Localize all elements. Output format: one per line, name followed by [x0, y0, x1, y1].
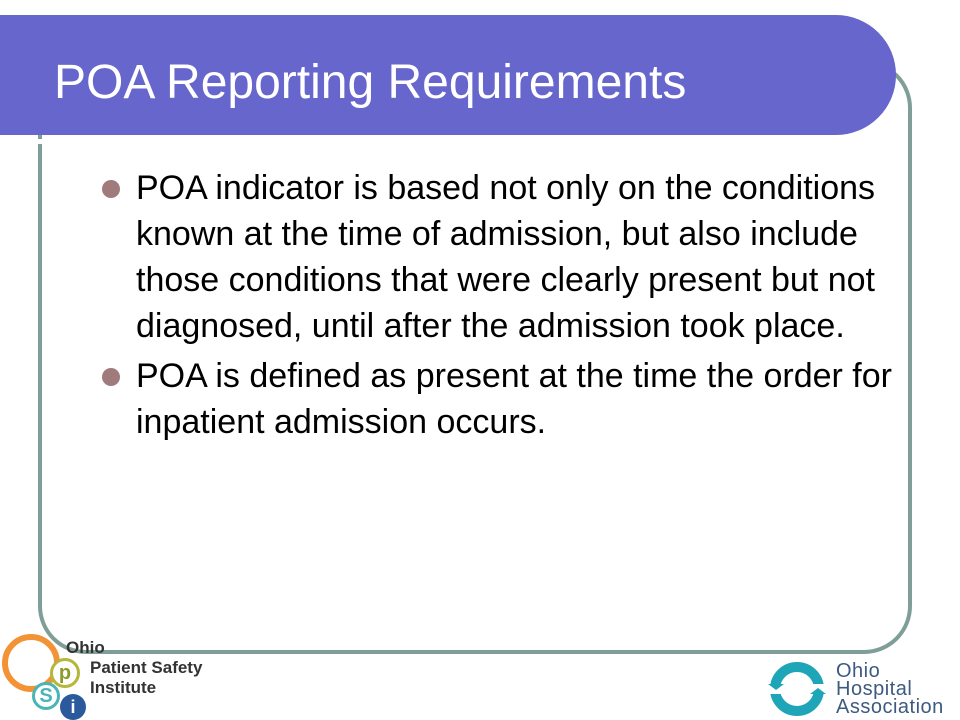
- bullet-item: [100, 165, 900, 349]
- opsi-i-icon: i: [60, 694, 86, 720]
- oha-logo-text: [836, 662, 944, 716]
- slide-title: POA Reporting Requirements: [54, 56, 687, 109]
- bullet-list: [100, 165, 900, 449]
- title-underline: [0, 139, 850, 144]
- opsi-logo-text: [66, 638, 202, 698]
- title-bar: [0, 15, 896, 135]
- opsi-logo: [0, 632, 260, 720]
- bullet-dot-icon: [102, 368, 120, 386]
- bullet-dot-icon: [102, 180, 120, 198]
- opsi-line-1: Ohio: [66, 638, 105, 657]
- oha-line-1: Ohio: [836, 660, 881, 682]
- oha-line-3: Association: [836, 696, 944, 718]
- bullet-text: POA indicator is based not only on the conditions known at the time of admission, but also include those conditions that were clearly present but not diagnosed, until after the admission took place.: [136, 169, 876, 345]
- opsi-p-icon: p: [50, 658, 80, 688]
- bullet-text: POA is defined as present at the time the order for inpatient admission occurs.: [136, 357, 892, 441]
- oha-logo: [766, 660, 960, 720]
- oha-line-2: Hospital: [836, 678, 913, 700]
- oha-ring-icon: [766, 660, 828, 718]
- bullet-item: [100, 353, 900, 445]
- opsi-line-3: Institute: [90, 678, 157, 697]
- opsi-s-icon: S: [32, 682, 60, 710]
- opsi-line-2: Patient Safety: [90, 658, 203, 677]
